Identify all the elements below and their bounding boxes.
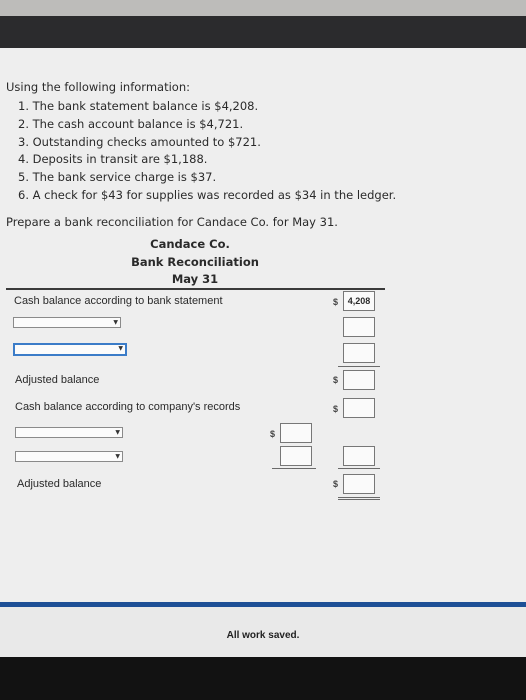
bank-adjustment-input-1[interactable] bbox=[344, 318, 374, 336]
bank-adjustment-amount-1[interactable] bbox=[343, 317, 375, 337]
bank-adjusted-balance-box[interactable] bbox=[343, 370, 375, 390]
currency-symbol: $ bbox=[333, 297, 339, 307]
total-double-rule-top bbox=[338, 497, 380, 498]
browser-top-band bbox=[0, 0, 526, 16]
company-adjustments-total-box[interactable] bbox=[343, 446, 375, 466]
chevron-down-icon: ▼ bbox=[118, 345, 123, 352]
statement-title: Bank Reconciliation bbox=[131, 255, 259, 269]
bank-adjustment-dropdown-1[interactable] bbox=[13, 317, 121, 328]
header-rule bbox=[6, 288, 385, 290]
currency-symbol: $ bbox=[270, 429, 276, 439]
instruction-text: Prepare a bank reconciliation for Candace Co. for May 31. bbox=[6, 215, 338, 229]
fact-item: 5. The bank service charge is $37. bbox=[18, 170, 217, 185]
company-balance-input[interactable] bbox=[344, 399, 374, 417]
company-balance-label: Cash balance according to company's records bbox=[15, 401, 241, 413]
company-adjusted-balance-box[interactable] bbox=[343, 474, 375, 494]
bank-adjustment-dropdown-2[interactable] bbox=[13, 343, 127, 356]
bank-balance-value: 4,208 bbox=[347, 296, 371, 306]
subtotal-rule bbox=[272, 468, 316, 469]
bank-balance-box bbox=[343, 291, 375, 311]
currency-symbol: $ bbox=[333, 404, 339, 414]
fact-item: 6. A check for $43 for supplies was recorded as $34 in the ledger. bbox=[18, 187, 397, 202]
subtotal-rule bbox=[338, 468, 380, 469]
app-header-bar bbox=[0, 16, 526, 48]
company-adjusted-label: Adjusted balance bbox=[17, 478, 102, 490]
fact-item: 4. Deposits in transit are $1,188. bbox=[18, 152, 208, 167]
currency-symbol: $ bbox=[333, 479, 339, 489]
chevron-down-icon: ▼ bbox=[115, 429, 120, 436]
bank-adjusted-balance-input[interactable] bbox=[344, 371, 374, 389]
statement-date: May 31 bbox=[171, 272, 219, 286]
fact-item: 2. The cash account balance is $4,721. bbox=[18, 116, 244, 131]
company-adjustment-input-2[interactable] bbox=[281, 447, 311, 465]
company-adjusted-balance-input[interactable] bbox=[344, 475, 374, 493]
company-adjustment-dropdown-2[interactable] bbox=[15, 451, 123, 462]
total-double-rule-bottom bbox=[338, 499, 380, 500]
bank-adjusted-label: Adjusted balance bbox=[15, 374, 100, 386]
bank-adjustment-amount-2[interactable] bbox=[343, 343, 375, 363]
chevron-down-icon: ▼ bbox=[115, 453, 120, 460]
chevron-down-icon: ▼ bbox=[113, 319, 118, 326]
company-adjustment-amount-1[interactable] bbox=[280, 423, 312, 443]
company-name: Candace Co. bbox=[150, 237, 230, 251]
fact-item: 3. Outstanding checks amounted to $721. bbox=[18, 134, 261, 149]
currency-symbol: $ bbox=[333, 375, 339, 385]
fact-item: 1. The bank statement balance is $4,208. bbox=[18, 99, 259, 113]
footer-accent-bar bbox=[0, 602, 526, 607]
bank-balance-label: Cash balance according to bank statement bbox=[14, 295, 223, 307]
screen-bottom-bezel bbox=[0, 657, 526, 700]
intro-text: Using the following information: bbox=[6, 80, 190, 94]
company-adjustment-amount-2[interactable] bbox=[280, 446, 312, 466]
company-adjustment-dropdown-1[interactable] bbox=[15, 427, 123, 438]
company-adjustment-input-1[interactable] bbox=[281, 424, 311, 442]
bank-adjustment-input-2[interactable] bbox=[344, 344, 374, 362]
facts-list bbox=[18, 98, 396, 205]
company-balance-box[interactable] bbox=[343, 398, 375, 418]
subtotal-rule bbox=[338, 366, 380, 367]
save-status: All work saved. bbox=[226, 630, 300, 641]
company-adjustments-total-input[interactable] bbox=[344, 447, 374, 465]
